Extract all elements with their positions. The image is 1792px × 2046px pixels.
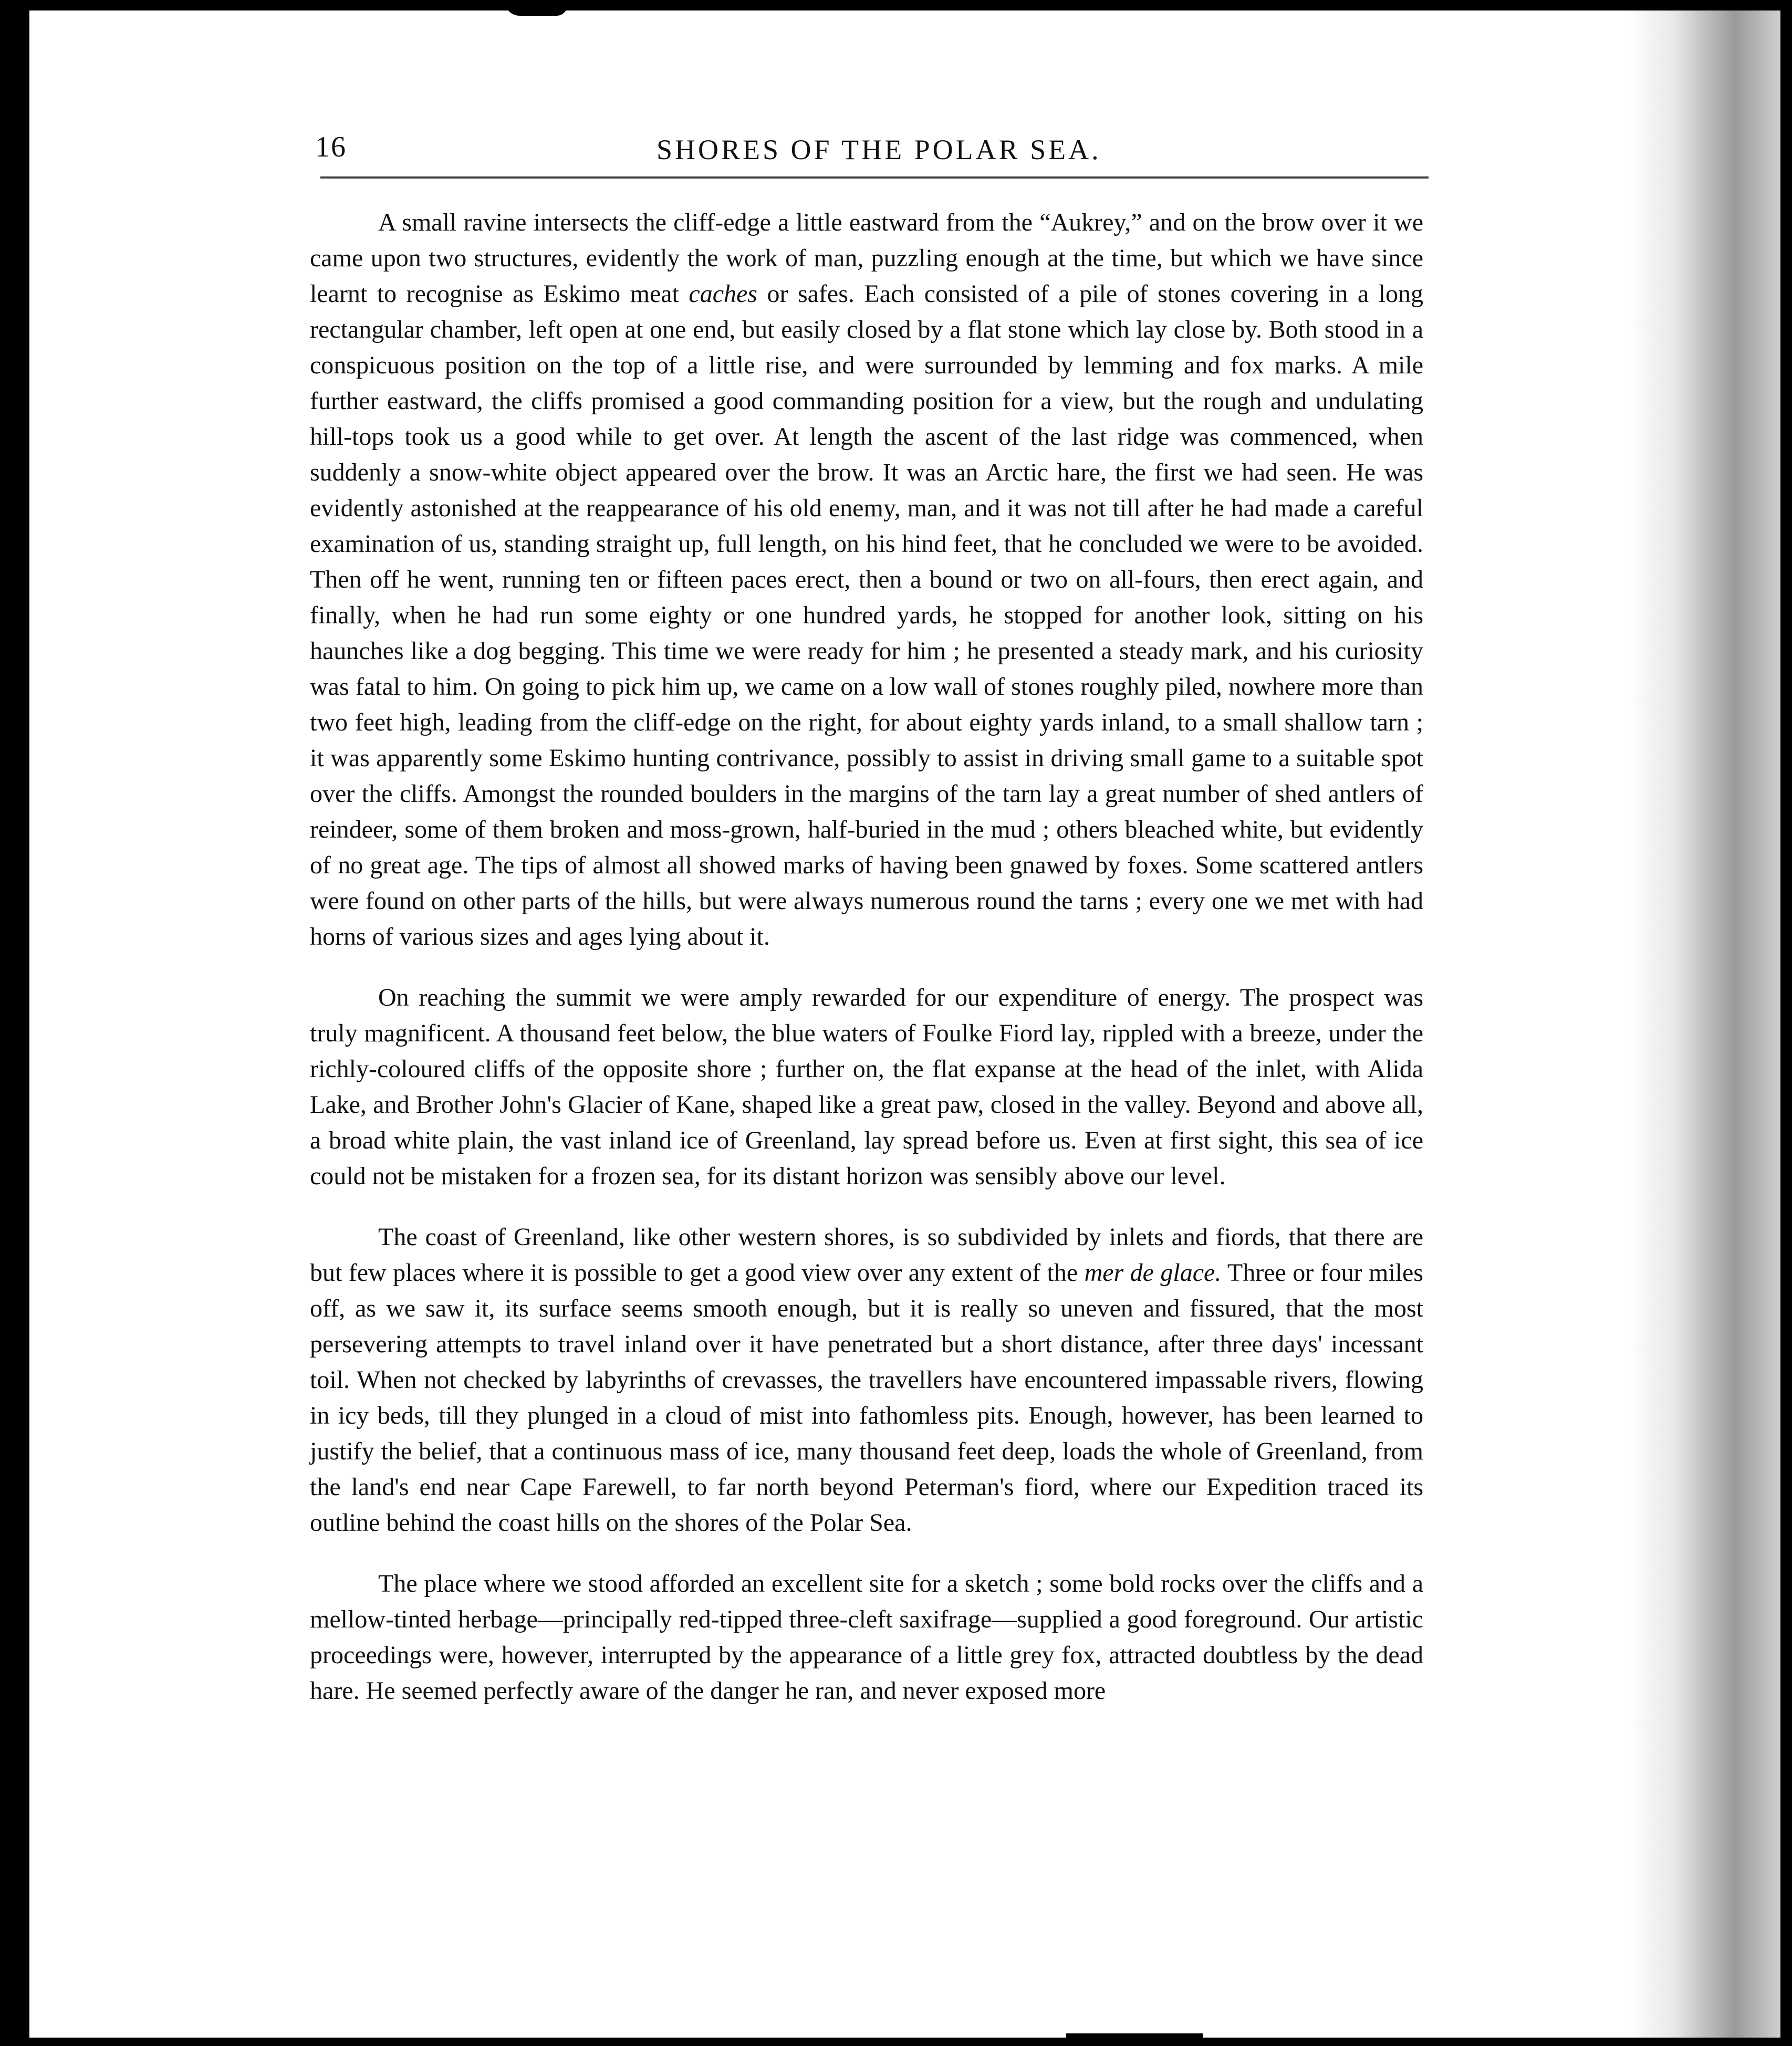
- paragraph: [310, 205, 1423, 955]
- running-title: SHORES OF THE POLAR SEA.: [657, 134, 1101, 165]
- header-rule: [320, 176, 1429, 179]
- italic-term: caches: [689, 280, 757, 308]
- scan-border-right: [1780, 0, 1792, 2046]
- paragraph-text: The place where we stood afforded an excellent site for a sketch ; some bold rocks over the cliffs and a mellow-tinted herbage—principally red-tipped three-cleft saxifrage—supplied a good foreground. Our artistic proceedings were, however, interrupted by the appearance of a little grey fox, attracted doubtless by the dead hare. He seemed perfectly aware of the danger he ran, and never exposed more: [310, 1570, 1423, 1705]
- binding-shadow: [1628, 11, 1780, 2038]
- paragraph: [310, 980, 1423, 1194]
- paragraph-text: A small ravine intersects the cliff-edge a little eastward from the “Aukrey,” and on the brow over it we came upon two structures, evidently the work of man, puzzling enough at the time, but which we have since learnt to recognise as Eskimo meat: [310, 208, 1423, 308]
- paragraph-text: Three or four miles off, as we saw it, its surface seems smooth enough, but it is really so uneven and fissured, that the most persevering attempts to travel inland over it have penetrated but a short distance, after three days' incessant toil. When not checked by labyrinths of crevasses, the travellers have encountered impassable rivers, flowing in icy beds, till they plunged in a cloud of mist into fathomless pits. Enough, however, has been learned to justify the belief, that a continuous mass of ice, many thousand feet deep, loads the whole of Greenland, from the land's end near Cape Farewell, to far north beyond Peterman's fiord, where our Expedition traced its outline behind the coast hills on the shores of the Polar Sea.: [310, 1259, 1423, 1537]
- page-header: [315, 126, 1439, 189]
- paragraph-text: The coast of Greenland, like other western shores, is so subdivided by inlets and fiords, that there are but few places where it is possible to get a good view over any extent of the: [310, 1223, 1423, 1287]
- page-number: 16: [315, 131, 347, 163]
- body-text: [310, 205, 1423, 1734]
- ink-blot-bottom: [1066, 2033, 1203, 2040]
- ink-blot-top: [504, 0, 567, 16]
- paragraph: [310, 1566, 1423, 1709]
- paragraph-text: On reaching the summit we were amply rewarded for our expenditure of energy. The prospect was truly magnificent. A thousand feet below, the blue waters of Foulke Fiord lay, rippled with a breeze, under the richly-coloured cliffs of the opposite shore ; further on, the flat expanse at the head of the inlet, with Alida Lake, and Brother John's Glacier of Kane, shaped like a great paw, closed in the valley. Beyond and above all, a broad white plain, the vast inland ice of Greenland, lay spread before us. Even at first sight, this sea of ice could not be mistaken for a frozen sea, for its distant horizon was sensibly above our level.: [310, 984, 1423, 1190]
- paragraph-text: or safes. Each consisted of a pile of stones covering in a long rectangular chamber, left open at one end, but easily closed by a flat stone which lay close by. Both stood in a conspicuous position on the top of a little rise, and were surrounded by lemming and fox marks. A mile further eastward, the cliffs promised a good commanding position for a view, but the rough and undulating hill-tops took us a good while to get over. At length the ascent of the last ridge was commenced, when suddenly a snow-white object appeared over the brow. It was an Arctic hare, the first we had seen. He was evidently astonished at the reappearance of his old enemy, man, and it was not till after he had made a careful examination of us, standing straight up, full length, on his hind feet, that he concluded we were to be avoided. Then off he went, running ten or fifteen paces erect, then a bound or two on all-fours, then erect again, and finally, when he had run some eighty or one hundred yards, he stopped for another look, sitting on his haunches like a dog begging. This time we were ready for him ; he presented a steady mark, and his curiosity was fatal to him. On going to pick him up, we came on a low wall of stones roughly piled, nowhere more than two feet high, leading from the cliff-edge on the right, for about eighty yards inland, to a small shallow tarn ; it was apparently some Eskimo hunting contrivance, possibly to assist in driving small game to a suitable spot over the cliffs. Amongst the rounded boulders in the margins of the tarn lay a great number of shed antlers of reindeer, some of them broken and moss-grown, half-buried in the mud ; others bleached white, but evidently of no great age. The tips of almost all showed marks of having been gnawed by foxes. Some scattered antlers were found on other parts of the hills, but were always numerous round the tarns ; every one we met with had horns of various sizes and ages lying about it.: [310, 280, 1423, 951]
- paragraph: [310, 1219, 1423, 1541]
- italic-term: mer de glace.: [1084, 1259, 1222, 1287]
